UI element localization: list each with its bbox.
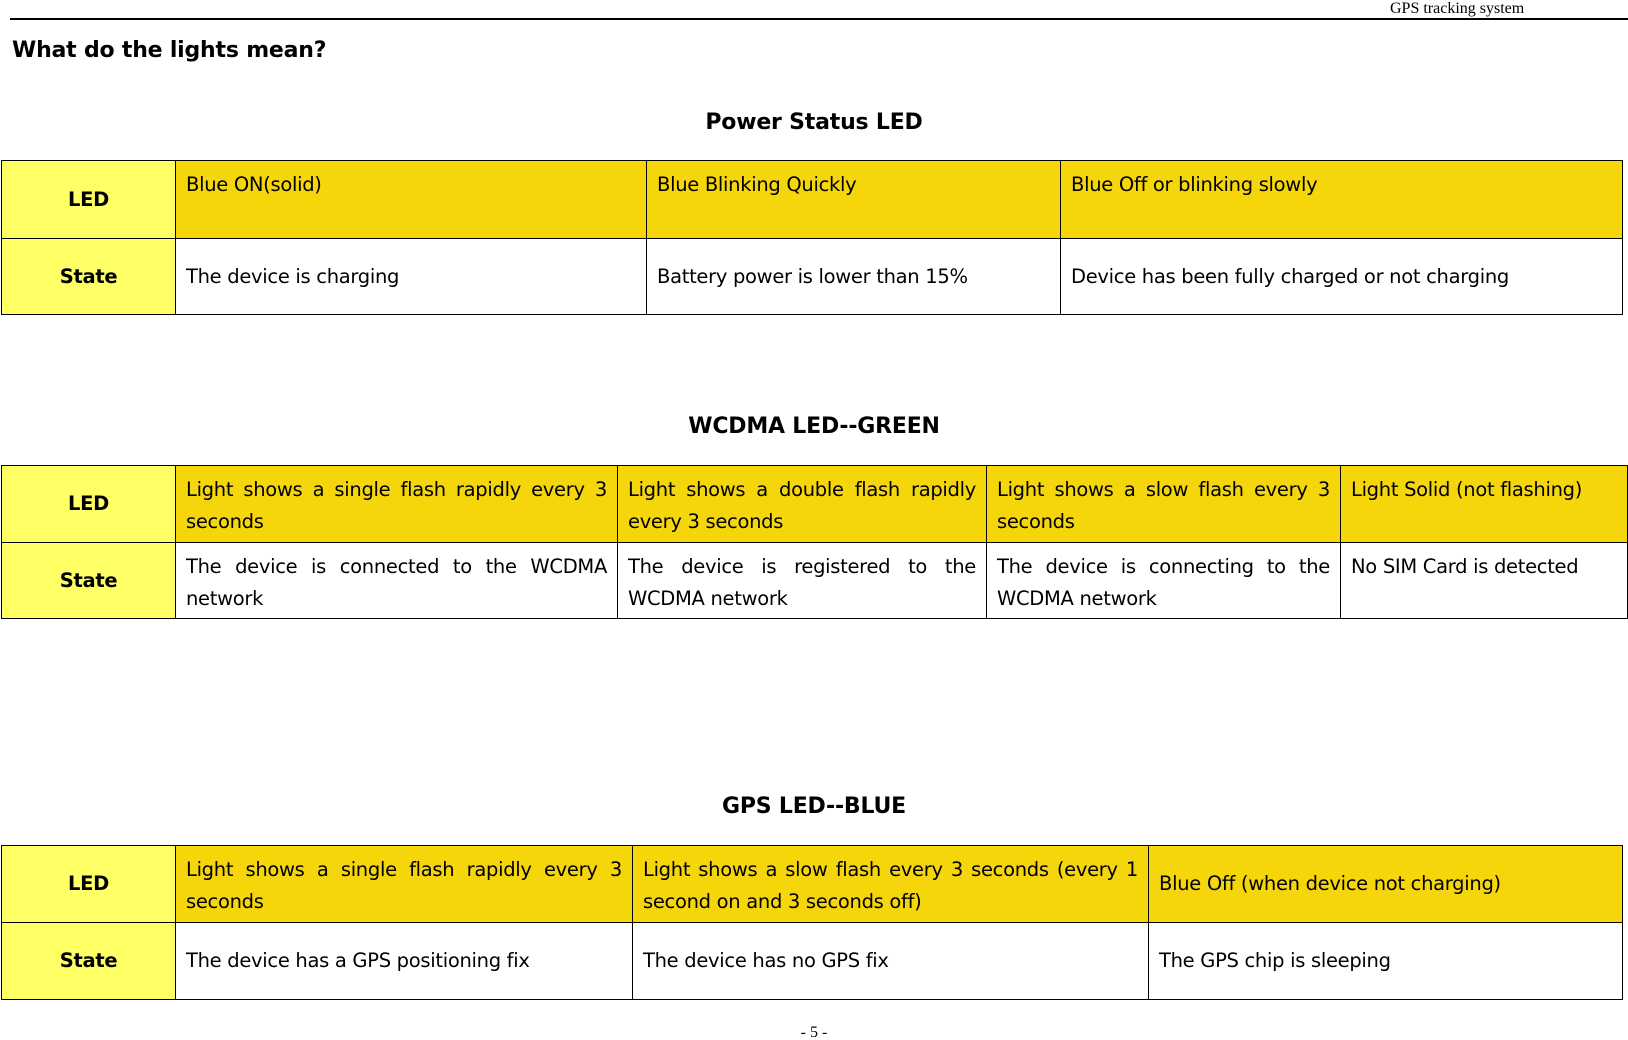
row-label-led: LED: [2, 846, 176, 923]
state-cell: Battery power is lower than 15%: [647, 239, 1061, 315]
led-row: [2, 161, 1623, 239]
state-cell: The device has a GPS positioning fix: [176, 923, 633, 1000]
gps-led-table: [1, 845, 1623, 1000]
wcdma-led-title: WCDMA LED--GREEN: [688, 414, 940, 439]
led-cell: Light shows a slow flash every 3 seconds (every 1 second on and 3 seconds off): [633, 846, 1149, 923]
running-header: GPS tracking system: [1390, 0, 1525, 17]
section-title: What do the lights mean?: [12, 38, 327, 63]
row-label-state: State: [2, 239, 176, 315]
led-cell: Light shows a slow flash every 3 seconds: [987, 466, 1341, 543]
power-status-led-title: Power Status LED: [705, 110, 923, 135]
state-cell: The device has no GPS fix: [633, 923, 1149, 1000]
state-row: [2, 923, 1623, 1000]
state-cell: No SIM Card is detected: [1341, 543, 1628, 619]
led-cell: Light shows a double flash rapidly every 3 seconds: [618, 466, 987, 543]
led-cell: Blue Off or blinking slowly: [1061, 161, 1623, 239]
led-cell: Light Solid (not flashing): [1341, 466, 1628, 543]
page-number: - 5 -: [800, 1024, 828, 1040]
state-cell: The device is registered to the WCDMA network: [618, 543, 987, 619]
led-cell: Light shows a single flash rapidly every 3 seconds: [176, 846, 633, 923]
row-label-state: State: [2, 543, 176, 619]
state-cell: The GPS chip is sleeping: [1149, 923, 1623, 1000]
row-label-led: LED: [2, 161, 176, 239]
state-row: [2, 543, 1628, 619]
state-cell: The device is connecting to the WCDMA network: [987, 543, 1341, 619]
power-status-led-table: [1, 160, 1623, 315]
led-cell: Blue Blinking Quickly: [647, 161, 1061, 239]
led-cell: Blue Off (when device not charging): [1149, 846, 1623, 923]
row-label-led: LED: [2, 466, 176, 543]
state-row: [2, 239, 1623, 315]
led-row: [2, 846, 1623, 923]
state-cell: The device is charging: [176, 239, 647, 315]
led-cell: Light shows a single flash rapidly every 3 seconds: [176, 466, 618, 543]
state-cell: Device has been fully charged or not charging: [1061, 239, 1623, 315]
led-row: [2, 466, 1628, 543]
header-rule: [10, 18, 1628, 20]
wcdma-led-table: [1, 465, 1628, 619]
row-label-state: State: [2, 923, 176, 1000]
gps-led-title: GPS LED--BLUE: [722, 794, 906, 819]
state-cell: The device is connected to the WCDMA network: [176, 543, 618, 619]
led-cell: Blue ON(solid): [176, 161, 647, 239]
